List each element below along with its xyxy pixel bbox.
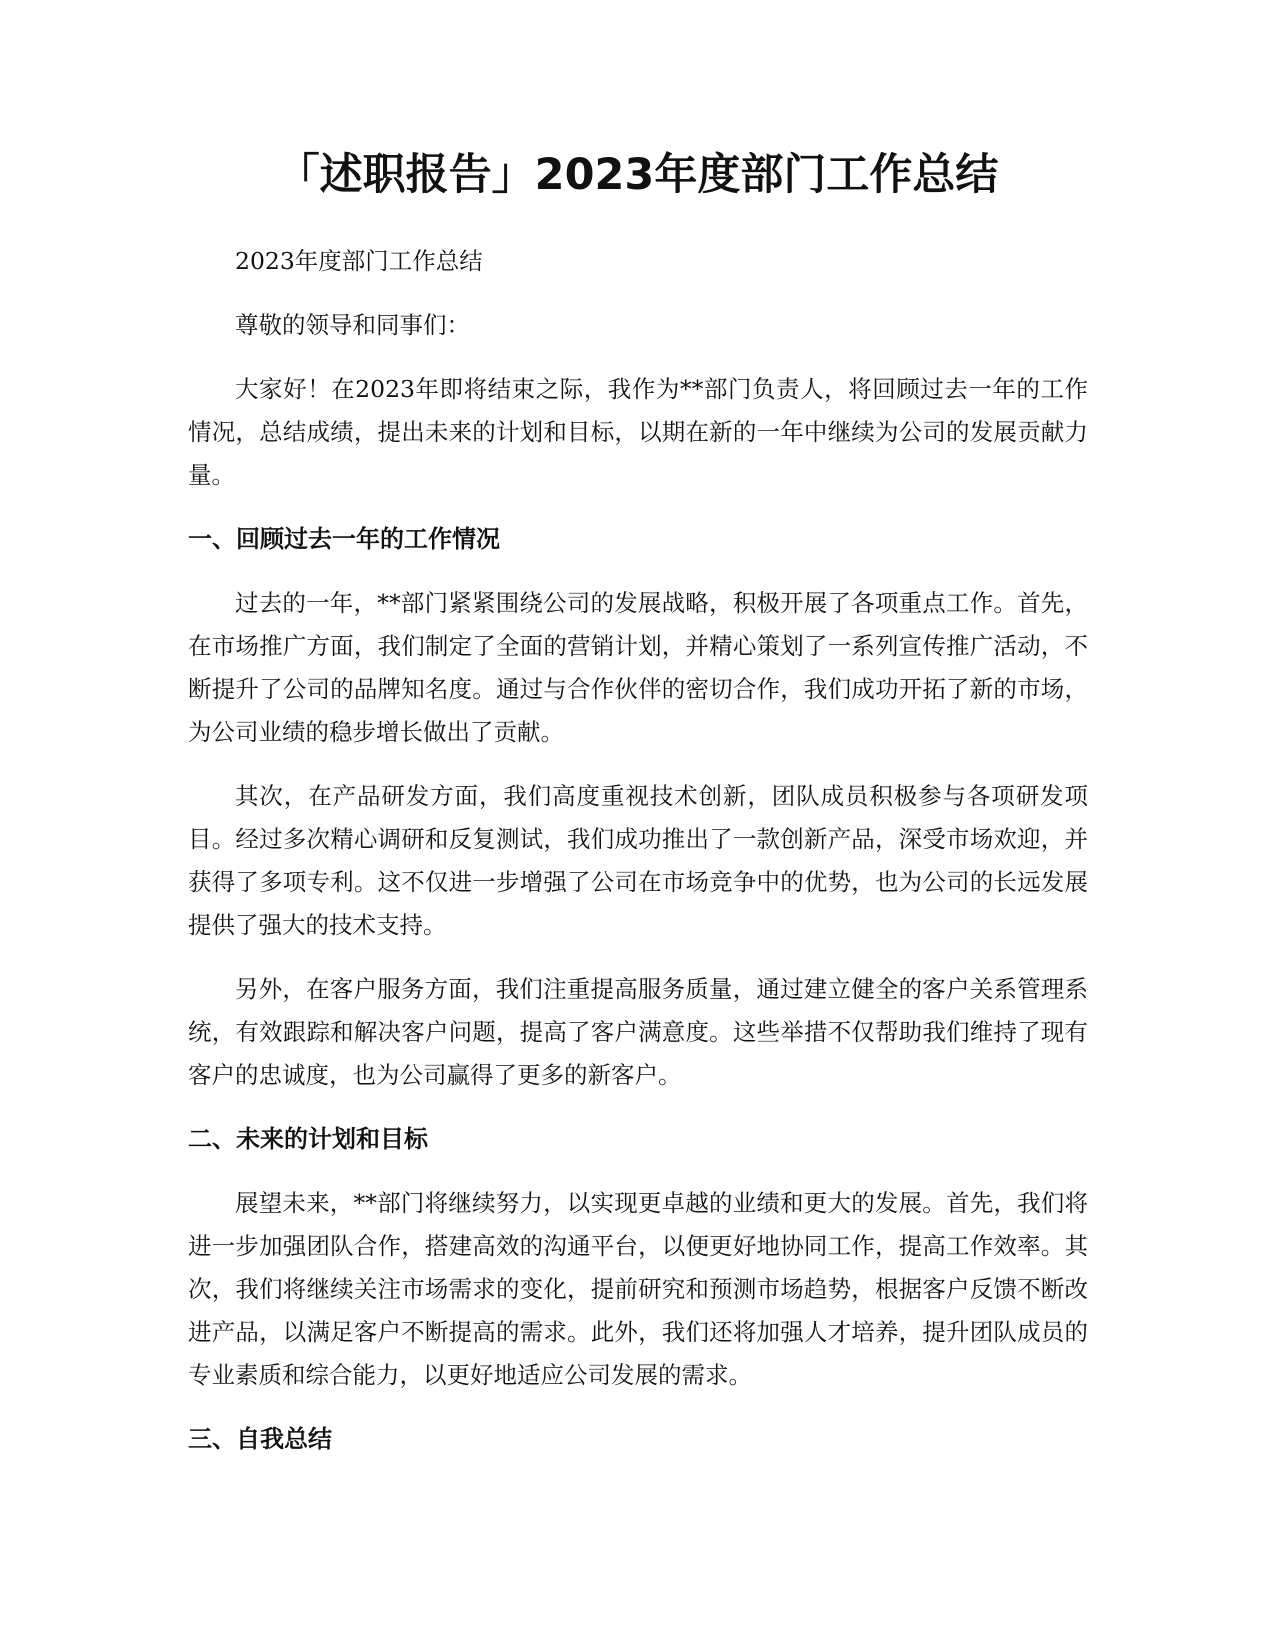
paragraph-future-plans: 展望未来，**部门将继续努力，以实现更卓越的业绩和更大的发展。首先，我们将进一步加强团队合作，搭建高效的沟通平台，以便更好地协同工作，提高工作效率。其次，我们将继续关注市场需求的变化，提前研究和预测市场趋势，根据客户反馈不断改进产品，以满足客户不断提高的需求。此外，我们还将加强人才培养，提升团队成员的专业素质和综合能力，以更好地适应公司发展的需求。 xyxy=(188,1189,1088,1389)
document-body xyxy=(188,240,1088,1482)
paragraph-rnd: 其次，在产品研发方面，我们高度重视技术创新，团队成员积极参与各项研发项目。经过多次精心调研和反复测试，我们成功推出了一款创新产品，深受市场欢迎，并获得了多项专利。这不仅进一步增强了公司在市场竞争中的优势，也为公司的长远发展提供了强大的技术支持。 xyxy=(188,782,1088,939)
section-heading-self-summary: 三、自我总结 xyxy=(188,1425,332,1453)
document-title: 「述职报告」2023年度部门工作总结 xyxy=(276,150,999,200)
greeting: 尊敬的领导和同事们： xyxy=(235,311,470,339)
intro-paragraph: 大家好！在2023年即将结束之际，我作为**部门负责人，将回顾过去一年的工作情况，总结成绩，提出未来的计划和目标，以期在新的一年中继续为公司的发展贡献力量。 xyxy=(188,375,1088,489)
paragraph-customer-service: 另外，在客户服务方面，我们注重提高服务质量，通过建立健全的客户关系管理系统，有效跟踪和解决客户问题，提高了客户满意度。这些举措不仅帮助我们维持了现有客户的忠诚度，也为公司赢得了更多的新客户。 xyxy=(188,975,1088,1089)
paragraph-marketing: 过去的一年，**部门紧紧围绕公司的发展战略，积极开展了各项重点工作。首先，在市场推广方面，我们制定了全面的营销计划，并精心策划了一系列宣传推广活动，不断提升了公司的品牌知名度。通过与合作伙伴的密切合作，我们成功开拓了新的市场，为公司业绩的稳步增长做出了贡献。 xyxy=(188,589,1088,746)
section-heading-plans: 二、未来的计划和目标 xyxy=(188,1125,428,1153)
document-subtitle: 2023年度部门工作总结 xyxy=(235,247,483,275)
section-heading-review: 一、回顾过去一年的工作情况 xyxy=(188,525,500,553)
